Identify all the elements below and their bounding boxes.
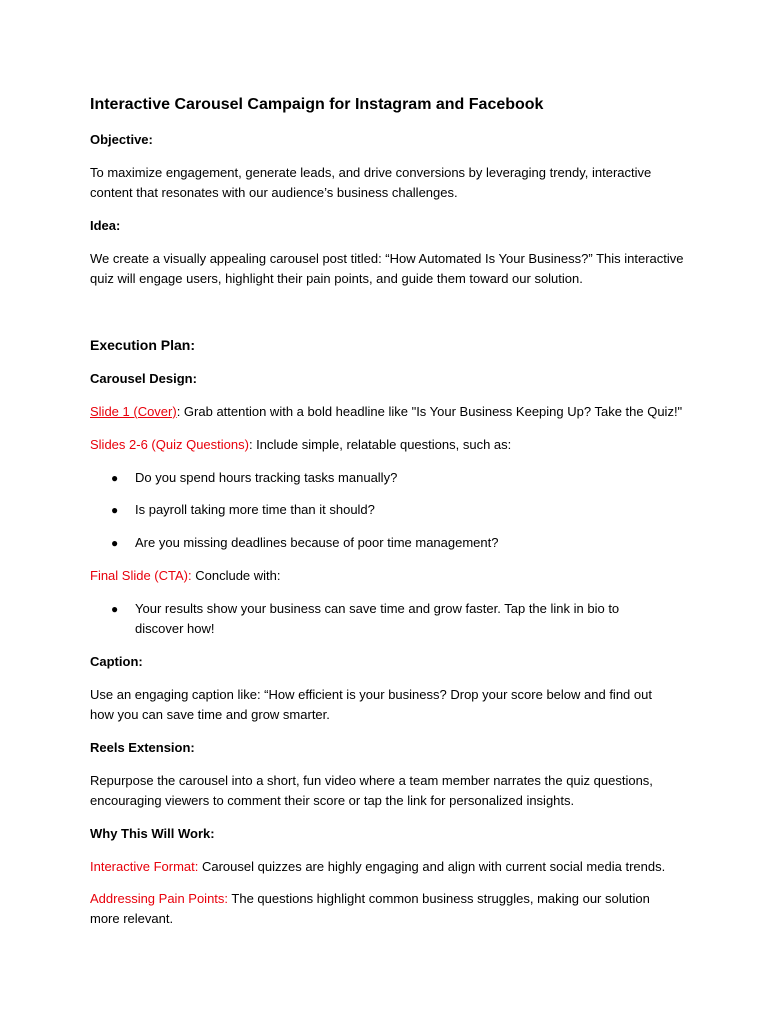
slide-1-text: : Grab attention with a bold headline like "Is Your Business Keeping Up? Take the Quiz!" [176, 404, 683, 419]
slides-2-6-term: Slides 2-6 (Quiz Questions) [90, 437, 249, 452]
execution-plan-heading: Execution Plan: [90, 337, 196, 353]
quiz-question-item: Do you spend hours tracking tasks manually? [135, 470, 398, 485]
idea-text: We create a visually appealing carousel post titled: “How Automated Is Your Business?” This interactive quiz will engage users, highlight their pain points, and guide them toward our solution. [90, 251, 684, 286]
quiz-question-item: Is payroll taking more time than it should? [135, 502, 375, 517]
caption-label: Caption: [90, 654, 143, 669]
final-slide-line [90, 566, 690, 586]
carousel-design-label: Carousel Design: [90, 371, 197, 386]
slides-2-6-text: : Include simple, relatable questions, such as: [248, 437, 512, 452]
why-item-text: The questions highlight common business struggles, making our solution more relevant. [90, 891, 650, 926]
idea-label: Idea: [90, 218, 121, 233]
slide-1-line [90, 402, 690, 422]
final-slide-term: Final Slide (CTA): [90, 568, 192, 583]
why-item [90, 857, 690, 877]
bullet-icon: ● [111, 602, 119, 616]
slide-1-term: Slide 1 (Cover) [90, 404, 177, 419]
why-label: Why This Will Work: [90, 826, 215, 841]
final-slide-text: Conclude with: [191, 568, 281, 583]
bullet-icon: ● [111, 471, 119, 485]
why-item-term: Addressing Pain Points: [90, 891, 229, 906]
final-slide-bullet: Your results show your business can save time and grow faster. Tap the link in bio to discover how! [135, 601, 620, 636]
reels-extension-text: Repurpose the carousel into a short, fun video where a team member narrates the quiz questions, encouraging viewers to comment their score or tap the link for personalized insights. [90, 773, 653, 808]
document-title: Interactive Carousel Campaign for Instagram and Facebook [90, 96, 544, 113]
reels-extension-label: Reels Extension: [90, 740, 195, 755]
why-item [90, 889, 670, 929]
caption-text: Use an engaging caption like: “How efficient is your business? Drop your score below and find out how you can save time and grow smarter. [90, 687, 652, 722]
why-item-text: Carousel quizzes are highly engaging and align with current social media trends. [198, 859, 666, 874]
bullet-icon: ● [111, 503, 119, 517]
bullet-icon: ● [111, 536, 119, 550]
why-item-term: Interactive Format: [90, 859, 199, 874]
quiz-question-item: Are you missing deadlines because of poor time management? [135, 535, 499, 550]
objective-label: Objective: [90, 132, 153, 147]
slides-2-6-line [90, 435, 690, 455]
objective-text: To maximize engagement, generate leads, and drive conversions by leveraging trendy, interactive content that resonates with our audience’s business challenges. [90, 165, 652, 200]
